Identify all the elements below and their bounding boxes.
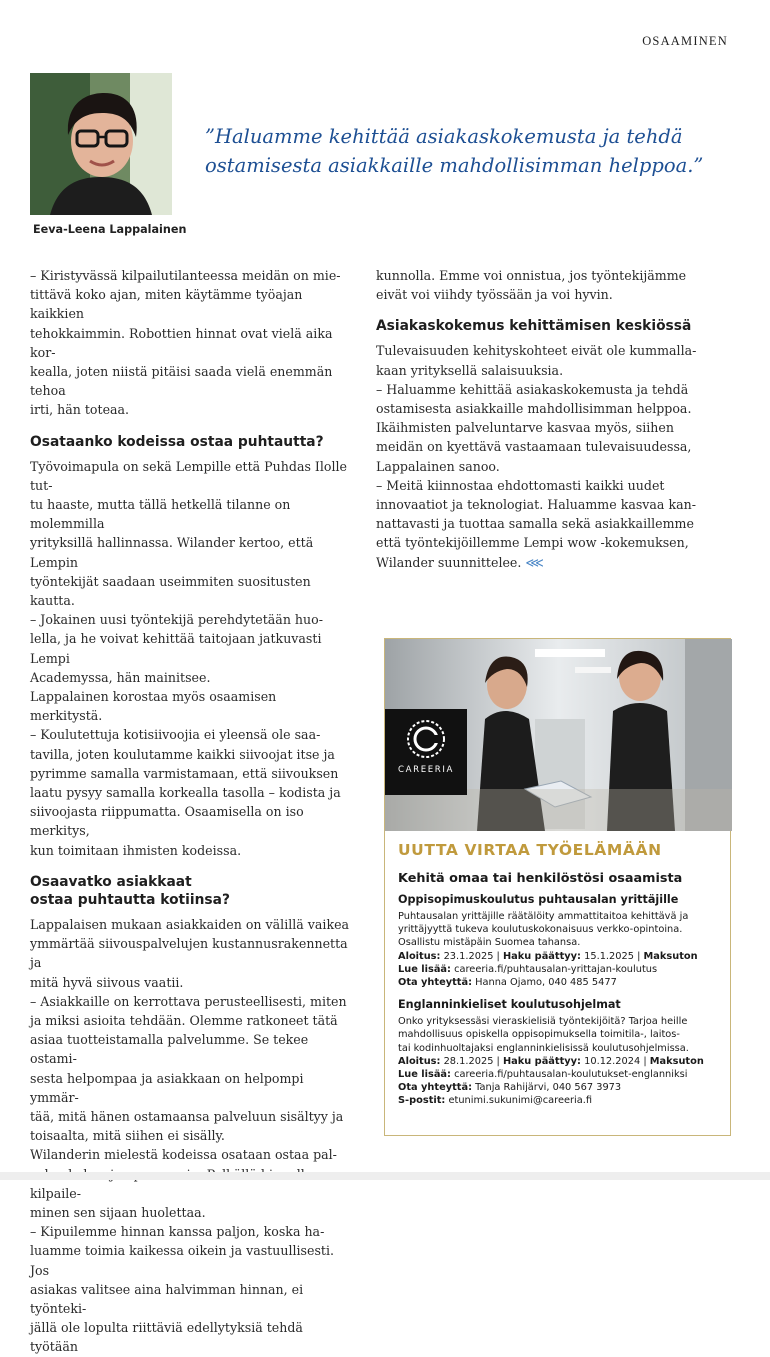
paragraph: – Asiakkaille on kerrottava perusteellisesti, miten ja miksi asioita tehdään. Olemme ratkoneet tätä asiaa tuotteistamalla palvelumme. Se tekee ostami- sesta helpompaa ja asiakkaan on helpompi ymmär- tää, mitä hänen ostamaansa palveluun sisältyy ja toisaalta, mitä siihen ei sisälly. — [30, 993, 347, 1144]
paragraph: – Haluamme kehittää asiakaskokemusta ja tehdä ostamisesta asiakkaille mahdollisimman helppoa. Ikäihmisten palveluntarve kasvaa myös, siihen meidän on kyettävä vastaamaan tulevaisuudessa, Lappalainen sanoo. — [376, 381, 692, 474]
subheading: Asiakaskokemus kehittämisen keskiössä — [376, 318, 692, 335]
careeria-logo-box — [385, 709, 467, 795]
section-label: OSAAMINEN — [642, 34, 728, 48]
page-bottom-strip — [0, 1172, 770, 1180]
paragraph: kunnolla. Emme voi onnistua, jos työntekijämme eivät voi viihdy työssään ja voi hyvin. — [376, 268, 687, 303]
paragraph — [376, 476, 706, 573]
paragraph: Wilanderin mielestä kodeissa osataan ostaa pal- kilpaile- minen sen sijaan huolettaa. — [30, 1147, 337, 1220]
paragraph: Lappalaisen mukaan asiakkaiden on välillä vaikea ymmärtää siivouspalvelujen kustannusrakennetta ja mitä hyvä siivous vaatii. — [30, 916, 350, 990]
paragraph: – Koulutettuja kotisiivoojia ei yleensä ole saa- tavilla, joten koulutamme kaikki siivoojat itse ja pyrimme samalla varmistamaan, että siivouksen laatu pysyy samalla korkealla tasolla – kodista ja siivoojasta riippumatta. Osaamisella on iso merkitys, kun toimitaan ihmisten kodeissa. — [30, 727, 341, 858]
program-description: Onko yrityksessäsi vieraskielisiä työntekijöitä? Tarjoa heille mahdollisuus opiskella oppisopimuksella toimitila-, laitos- tai kodinhuoltajaksi englanninkielisissä koulutusohjelmissa. — [398, 1016, 689, 1054]
pull-quote-text: ”Haluamme kehittää asiakaskokemusta ja tehdä ostamisesta asiakkaille mahdollisimman helppoa.” — [205, 125, 704, 177]
article-column-left — [30, 266, 350, 1357]
paragraph-text: – Meitä kiinnostaa ehdottomasti kaikki uudet innovaatiot ja teknologiat. Haluamme kasvaa kan- nattavasti ja tuottaa samalla sekä asiakkaillemme että työntekijöillemme Lempi wow -kokemuksen, Wilander suunnittelee. — [376, 477, 696, 570]
program-title: Oppisopimuskoulutus puhtausalan yrittäjille — [398, 893, 679, 906]
program-link[interactable]: Lue lisää: careeria.fi/puhtausalan-yrittajan-koulutus — [398, 963, 658, 975]
ad-body — [385, 831, 730, 1108]
program-contact: Ota yhteyttä: Hanna Ojamo, 040 485 5477 — [398, 977, 617, 989]
subheading: Osataanko kodeissa ostaa puhtautta? — [30, 433, 324, 450]
ad-subheadline: Kehitä omaa tai henkilöstösi osaamista — [398, 871, 683, 886]
paragraph: – Jokainen uusi työntekijä perehdytetään huo- lella, ja he voivat kehittää taitojaan jatkuvasti Lempi Academyssa, hän mainitsee. — [30, 612, 323, 685]
portrait-caption: Eeva-Leena Lappalainen — [33, 223, 187, 236]
pull-quote — [205, 122, 725, 180]
program-link[interactable]: Lue lisää: careeria.fi/puhtausalan-koulutukset-englanniksi — [398, 1069, 688, 1081]
program-contact: Ota yhteyttä: Tanja Rahijärvi, 040 567 3973 — [398, 1082, 622, 1094]
paragraph: – Kipuilemme hinnan kanssa paljon, koska ha- luamme toimia kaikessa oikein ja vastuullisesti. Jos asiakas valitsee aina halvimman hinnan, ei työnteki- jällä ole lopulta riittäviä edellytyksiä tehdä työtään — [30, 1224, 335, 1355]
program-title: Englanninkieliset koulutusohjelmat — [398, 998, 621, 1012]
portrait-illustration — [30, 73, 172, 215]
program-dates: Aloitus: 23.1.2025 | Haku päättyy: 15.1.2025 | Maksuton — [398, 950, 698, 962]
paragraph: Lappalainen korostaa myös osaamisen merkitystä. — [30, 689, 277, 724]
careeria-advertisement — [384, 638, 731, 1136]
ad-photo — [385, 639, 730, 831]
careeria-brand: CAREERIA — [398, 765, 454, 775]
program-dates: Aloitus: 28.1.2025 | Haku päättyy: 10.12.2024 | Maksuton — [398, 1055, 704, 1067]
careeria-logo-icon — [406, 719, 446, 759]
program-description: Puhtausalan yrittäjille räätälöity ammattitaitoa kehittävä ja yrittäjyyttä tukeva koulutuskokonaisuus verkko-opintoina. Osallistu mistäpäin Suomea tahansa. — [398, 911, 689, 949]
end-mark-icon: ⋘ — [525, 555, 544, 571]
article-column-right — [376, 266, 706, 573]
ad-headline: UUTTA VIRTAA TYÖELÄMÄÄN — [398, 841, 662, 859]
subheading: Osaavatko asiakkaat ostaa puhtautta kotiinsa? — [30, 873, 230, 908]
program-email[interactable]: S-postit: etunimi.sukunimi@careeria.fi — [398, 1095, 593, 1107]
paragraph: – Kiristyvässä kilpailutilanteessa meidän on mie- tittävä koko ajan, miten käytämme työajan kaikkien tehokkaimmin. Robottien hinnat ovat vielä aika kor- kealla, joten niistä pitäisi saada vielä enemmän tehoa irti, hän toteaa. — [30, 268, 341, 418]
portrait-photo — [30, 73, 172, 215]
paragraph: Tulevaisuuden kehityskohteet eivät ole kummalla- kaan yrityksellä salaisuuksia. — [376, 343, 697, 378]
paragraph: Työvoimapula on sekä Lempille että Puhdas Ilolle tut- tu haaste, mutta tällä hetkellä tilanne on molemmilla yrityksillä hallinnassa. Wilander kertoo, että Lempin työntekijät saadaan useimmiten suositusten kautta. — [30, 458, 348, 609]
